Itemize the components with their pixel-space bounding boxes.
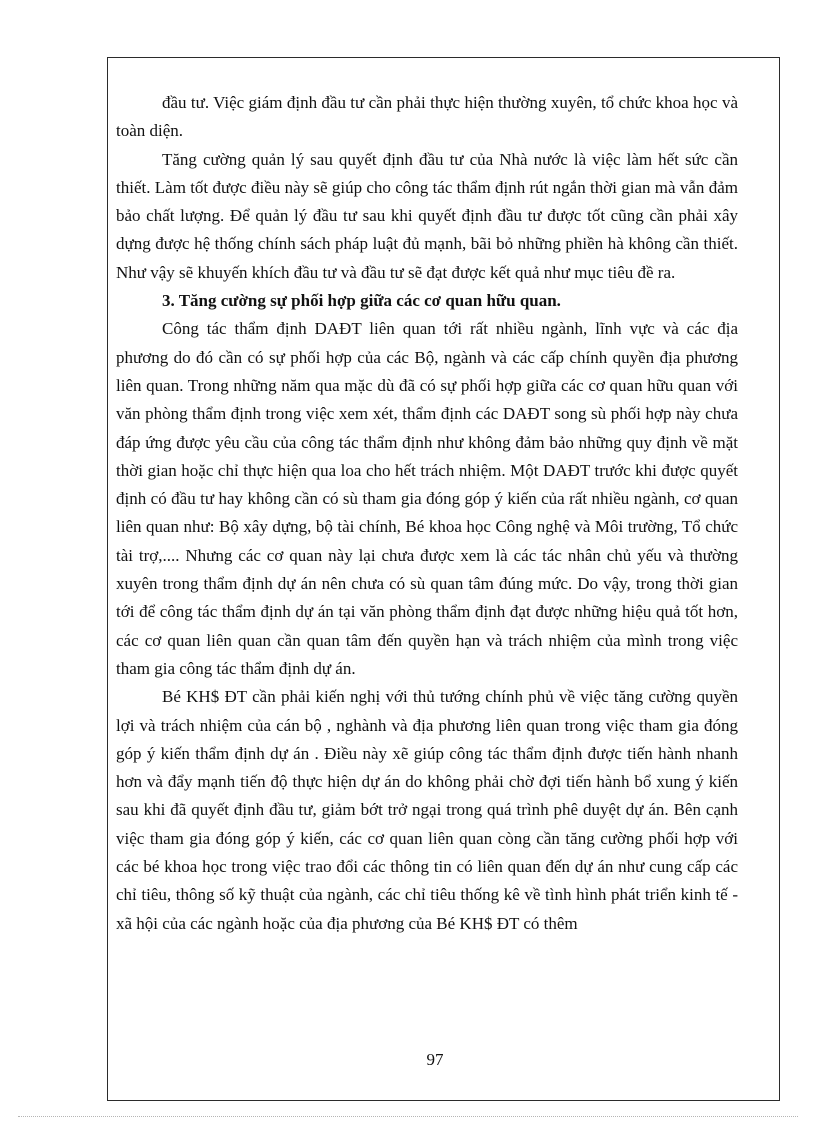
document-body bbox=[116, 89, 738, 938]
paragraph-continued: đầu tư. Việc giám định đầu tư cần phải thực hiện thường xuyên, tổ chức khoa học và toàn diện. bbox=[116, 93, 738, 141]
page-border-bottom bbox=[107, 1100, 780, 1101]
dotted-separator bbox=[18, 1116, 798, 1117]
paragraph-management: Tăng cường quản lý sau quyết định đầu tư của Nhà nước là việc làm hết sức cần thiết. Làm tốt được điều này sẽ giúp cho công tác thẩm định rút ngắn thời gian mà vẫn đảm bảo chất lượng. Để quản lý đầu tư sau khi quyết định đầu tư được tốt cũng cần phải xây dựng được hệ thống chính sách pháp luật đủ mạnh, bãi bỏ những phiền hà không cần thiết. Như vậy sẽ khuyến khích đầu tư và đầu tư sẽ đạt được kết quả như mục tiêu đề ra. bbox=[116, 149, 738, 282]
paragraph-coordination: Công tác thẩm định DAĐT liên quan tới rất nhiều ngành, lĩnh vực và các địa phương do đó cần có sự phối hợp của các Bộ, ngành và các cấp chính quyền địa phương liên quan. Trong những năm qua mặc dù đã có sự phối hợp giữa các cơ quan hữu quan với văn phòng thẩm định trong việc xem xét, thẩm định các DAĐT song sù phối hợp này chưa đáp ứng được yêu cầu của công tác thẩm định như không đảm bảo những quy định về mặt thời gian hoặc chỉ thực hiện qua loa cho hết trách nhiệm. Một DAĐT trước khi được quyết định có đầu tư hay không cần có sù tham gia đóng góp ý kiến của rất nhiều ngành, cơ quan liên quan như: Bộ xây dựng, bộ tài chính, Bé khoa học Công nghệ và Môi trường, Tổ chức tài trợ,.... Nhưng các cơ quan này lại chưa được xem là các tác nhân chủ yếu và thường xuyên trong thẩm định dự án nên chưa có sù quan tâm đúng mức. Do vậy, trong thời gian tới để công tác thẩm định dự án tại văn phòng thẩm định đạt được những hiệu quả tốt hơn, các cơ quan liên quan cần quan tâm đến quyền hạn và trách nhiệm của mình trong việc tham gia công tác thẩm định dự án. bbox=[116, 319, 738, 678]
page-number: 97 bbox=[426, 1050, 444, 1069]
paragraph-ministry: Bé KH$ ĐT cần phải kiến nghị với thủ tướng chính phủ về việc tăng cường quyền lợi và trách nhiệm của cán bộ , nghành và địa phương liên quan trong việc tham gia đóng góp ý kiến thẩm định dự án . Điều này xẽ giúp công tác thẩm định được tiến hành nhanh hơn và đẩy mạnh tiến độ thực hiện dự án do không phải chờ đợi tiến hành bổ xung ý kiến sau khi đã quyết định đầu tư, giảm bớt trở ngại trong quá trình phê duyệt dự án. Bên cạnh việc tham gia đóng góp ý kiến, các cơ quan liên quan còng cần tăng cường phối hợp với các bé khoa học trong việc trao đổi các thông tin có liên quan đến dự án như cung cấp các chỉ tiêu, thông số kỹ thuật của ngành, các chỉ tiêu thống kê về tình hình phát triển kinh tế - xã hội của các ngành hoặc của địa phương của Bé KH$ ĐT có thêm bbox=[116, 687, 738, 933]
section-heading: 3. Tăng cường sự phối hợp giữa các cơ quan hữu quan. bbox=[162, 291, 561, 311]
